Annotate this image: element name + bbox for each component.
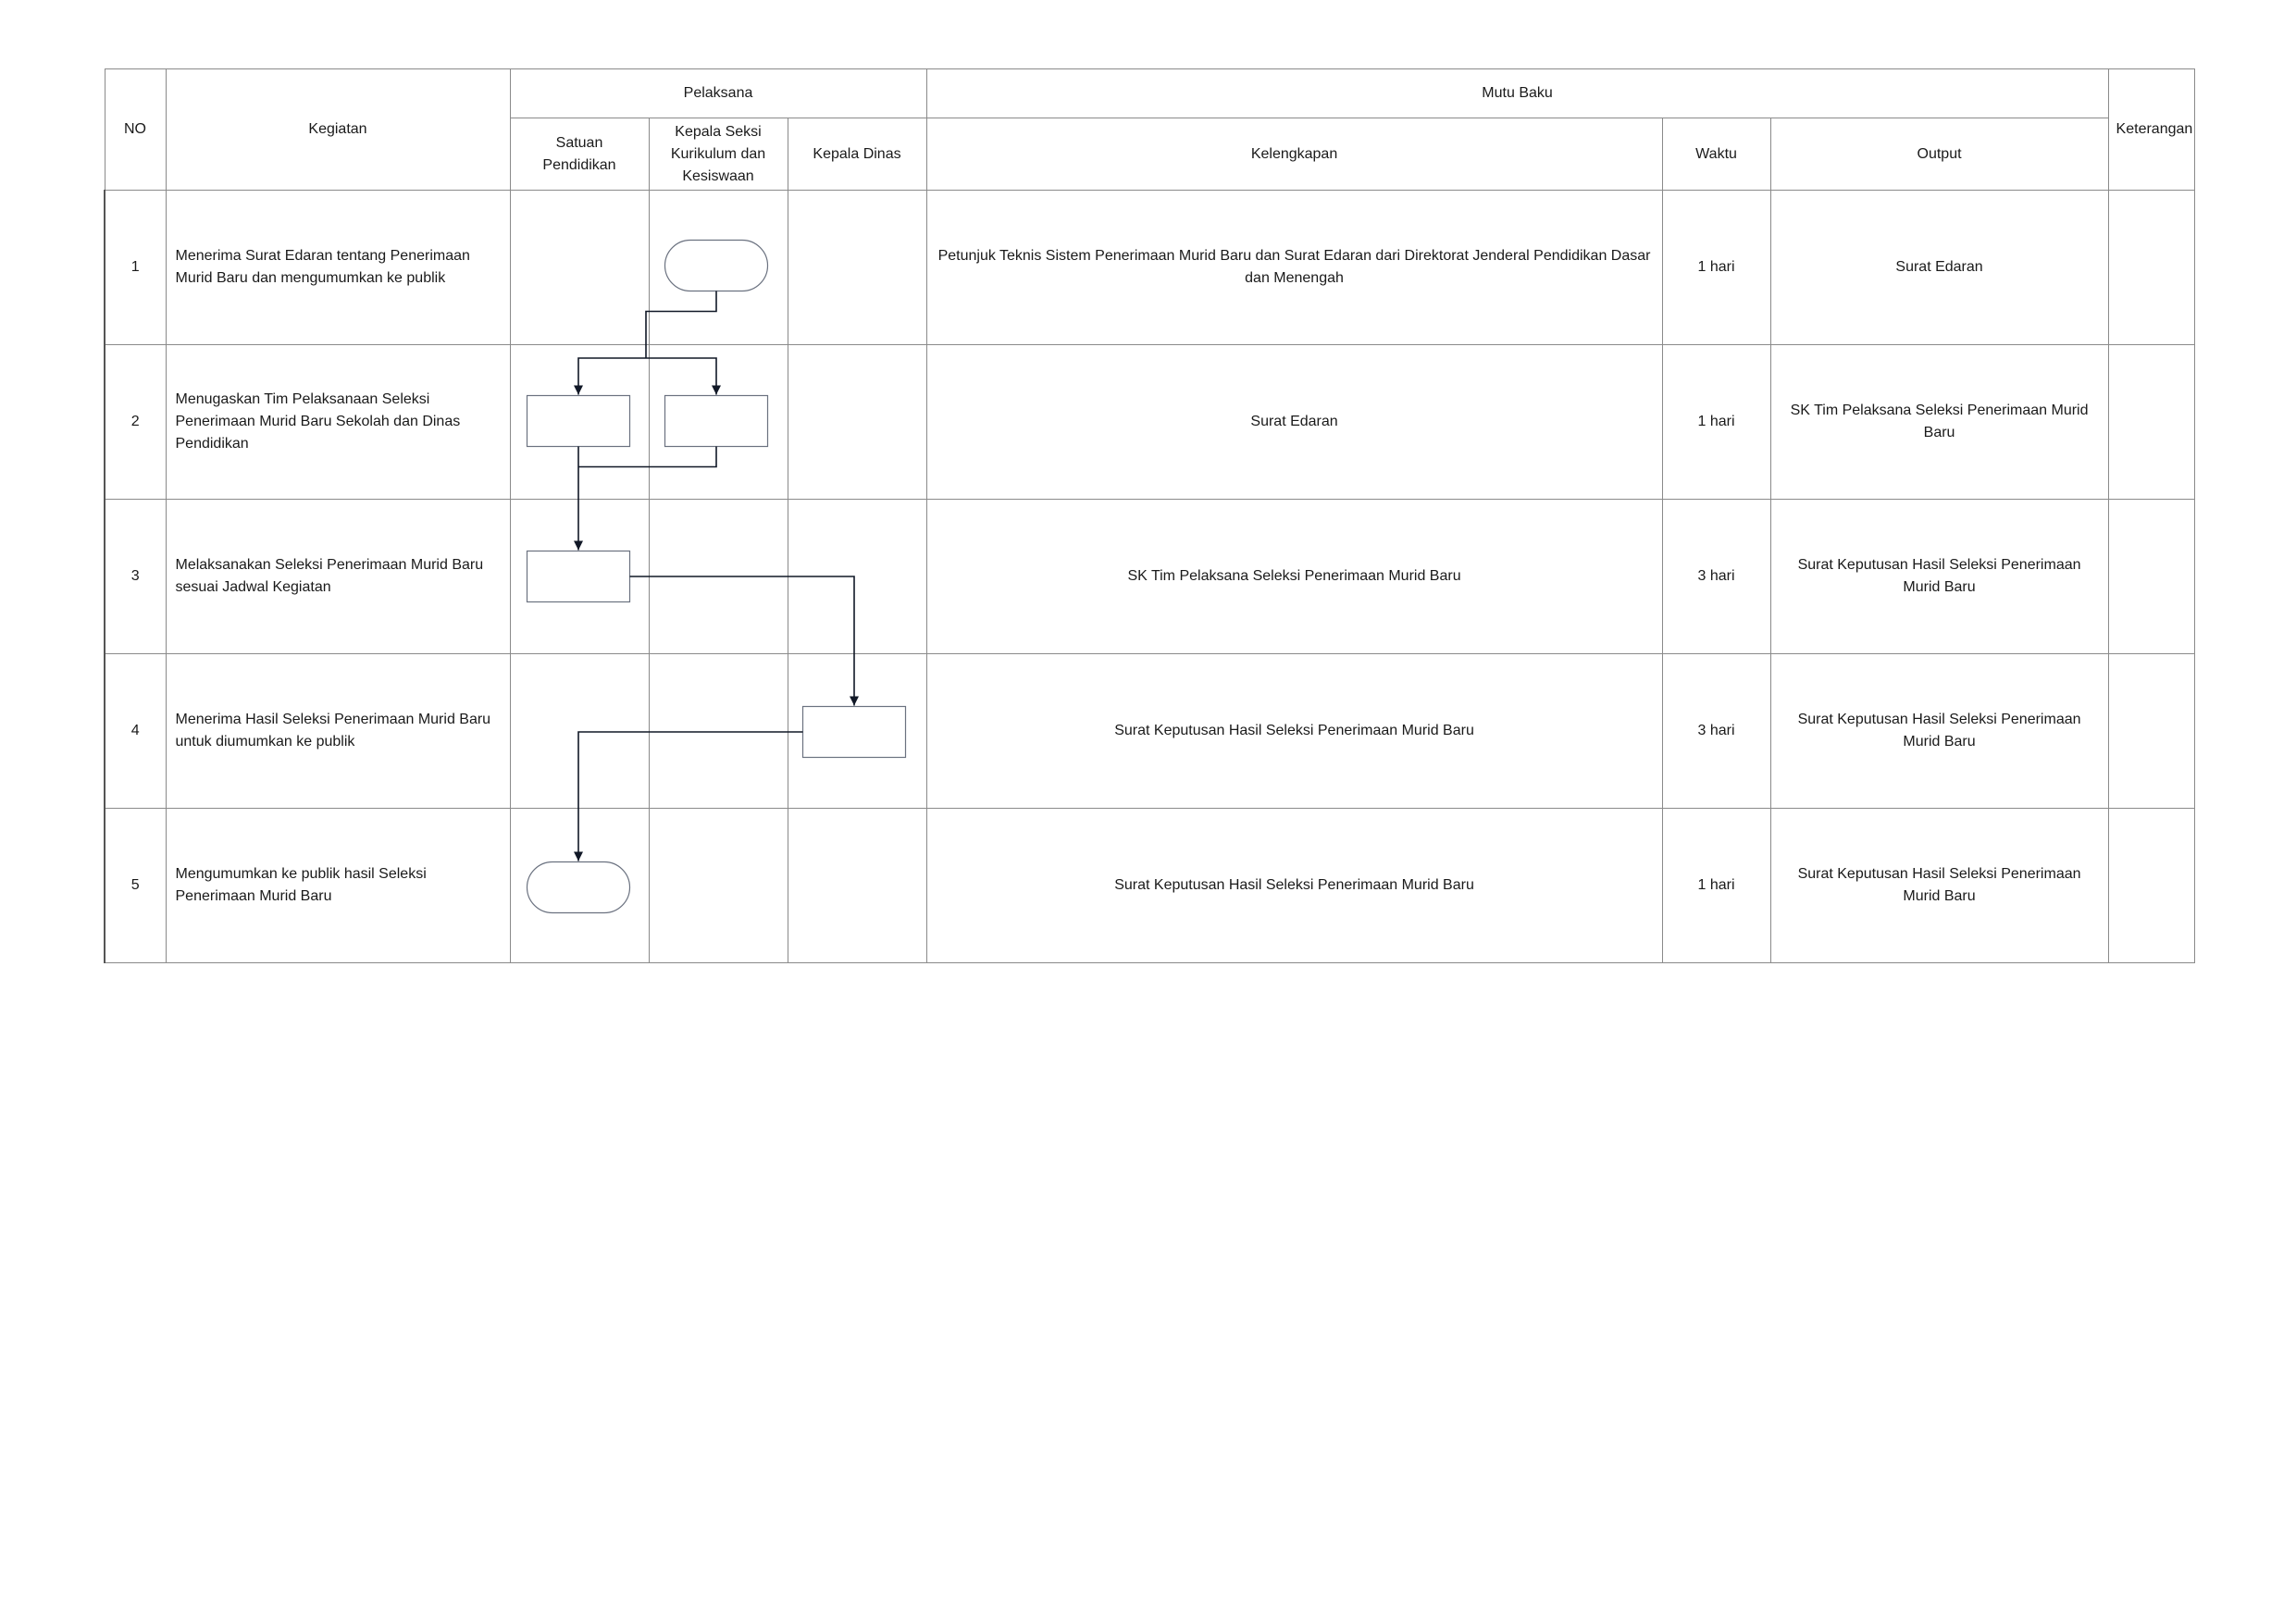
lane-satuan-pendidikan-cell	[510, 809, 649, 963]
waktu-cell: 1 hari	[1662, 345, 1770, 500]
header-waktu: Waktu	[1662, 118, 1770, 191]
row-number: 2	[105, 345, 166, 500]
table-row	[105, 809, 2194, 963]
header-kepala-seksi: Kepala Seksi Kurikulum dan Kesiswaan	[649, 118, 788, 191]
lane-kepala-seksi-cell	[649, 500, 788, 654]
header-no: NO	[105, 69, 166, 191]
kegiatan-cell: Menugaskan Tim Pelaksanaan Seleksi Penerimaan Murid Baru Sekolah dan Dinas Pendidikan	[166, 345, 510, 500]
lane-satuan-pendidikan-cell	[510, 345, 649, 500]
row-number: 1	[105, 191, 166, 345]
header-kegiatan: Kegiatan	[166, 69, 510, 191]
output-cell: SK Tim Pelaksana Seleksi Penerimaan Murid Baru	[1770, 345, 2108, 500]
keterangan-cell	[2108, 654, 2194, 809]
table-row	[105, 191, 2194, 345]
output-cell: Surat Edaran	[1770, 191, 2108, 345]
header-kelengkapan: Kelengkapan	[926, 118, 1662, 191]
lane-kepala-dinas-cell	[788, 809, 926, 963]
lane-satuan-pendidikan-cell	[510, 654, 649, 809]
row-number: 5	[105, 809, 166, 963]
lane-kepala-dinas-cell	[788, 345, 926, 500]
lane-satuan-pendidikan-cell	[510, 500, 649, 654]
lane-kepala-dinas-cell	[788, 191, 926, 345]
waktu-cell: 1 hari	[1662, 809, 1770, 963]
lane-kepala-seksi-cell	[649, 809, 788, 963]
waktu-cell: 3 hari	[1662, 500, 1770, 654]
kegiatan-cell: Menerima Surat Edaran tentang Penerimaan Murid Baru dan mengumumkan ke publik	[166, 191, 510, 345]
lane-kepala-dinas-cell	[788, 500, 926, 654]
output-cell: Surat Keputusan Hasil Seleksi Penerimaan Murid Baru	[1770, 809, 2108, 963]
kelengkapan-cell: Surat Keputusan Hasil Seleksi Penerimaan Murid Baru	[926, 809, 1662, 963]
header-satuan-pendidikan: Satuan Pendidikan	[510, 118, 649, 191]
lane-kepala-seksi-cell	[649, 654, 788, 809]
table-row	[105, 345, 2194, 500]
lane-kepala-dinas-cell	[788, 654, 926, 809]
header-kepala-dinas: Kepala Dinas	[788, 118, 926, 191]
kegiatan-cell: Menerima Hasil Seleksi Penerimaan Murid Baru untuk diumumkan ke publik	[166, 654, 510, 809]
lane-kepala-seksi-cell	[649, 191, 788, 345]
row-number: 3	[105, 500, 166, 654]
keterangan-cell	[2108, 809, 2194, 963]
waktu-cell: 3 hari	[1662, 654, 1770, 809]
table-row	[105, 500, 2194, 654]
header-keterangan: Keterangan	[2108, 69, 2194, 191]
table-row	[105, 654, 2194, 809]
sop-table	[104, 68, 2195, 963]
waktu-cell: 1 hari	[1662, 191, 1770, 345]
kelengkapan-cell: Petunjuk Teknis Sistem Penerimaan Murid Baru dan Surat Edaran dari Direktorat Jenderal Pendidikan Dasar dan Menengah	[926, 191, 1662, 345]
row-number: 4	[105, 654, 166, 809]
keterangan-cell	[2108, 500, 2194, 654]
output-cell: Surat Keputusan Hasil Seleksi Penerimaan Murid Baru	[1770, 654, 2108, 809]
keterangan-cell	[2108, 191, 2194, 345]
lane-kepala-seksi-cell	[649, 345, 788, 500]
header-mutu-baku: Mutu Baku	[926, 69, 2108, 118]
kegiatan-cell: Mengumumkan ke publik hasil Seleksi Penerimaan Murid Baru	[166, 809, 510, 963]
kelengkapan-cell: SK Tim Pelaksana Seleksi Penerimaan Murid Baru	[926, 500, 1662, 654]
output-cell: Surat Keputusan Hasil Seleksi Penerimaan Murid Baru	[1770, 500, 2108, 654]
header-pelaksana: Pelaksana	[510, 69, 926, 118]
lane-satuan-pendidikan-cell	[510, 191, 649, 345]
kelengkapan-cell: Surat Edaran	[926, 345, 1662, 500]
kegiatan-cell: Melaksanakan Seleksi Penerimaan Murid Baru sesuai Jadwal Kegiatan	[166, 500, 510, 654]
header-output: Output	[1770, 118, 2108, 191]
keterangan-cell	[2108, 345, 2194, 500]
kelengkapan-cell: Surat Keputusan Hasil Seleksi Penerimaan Murid Baru	[926, 654, 1662, 809]
